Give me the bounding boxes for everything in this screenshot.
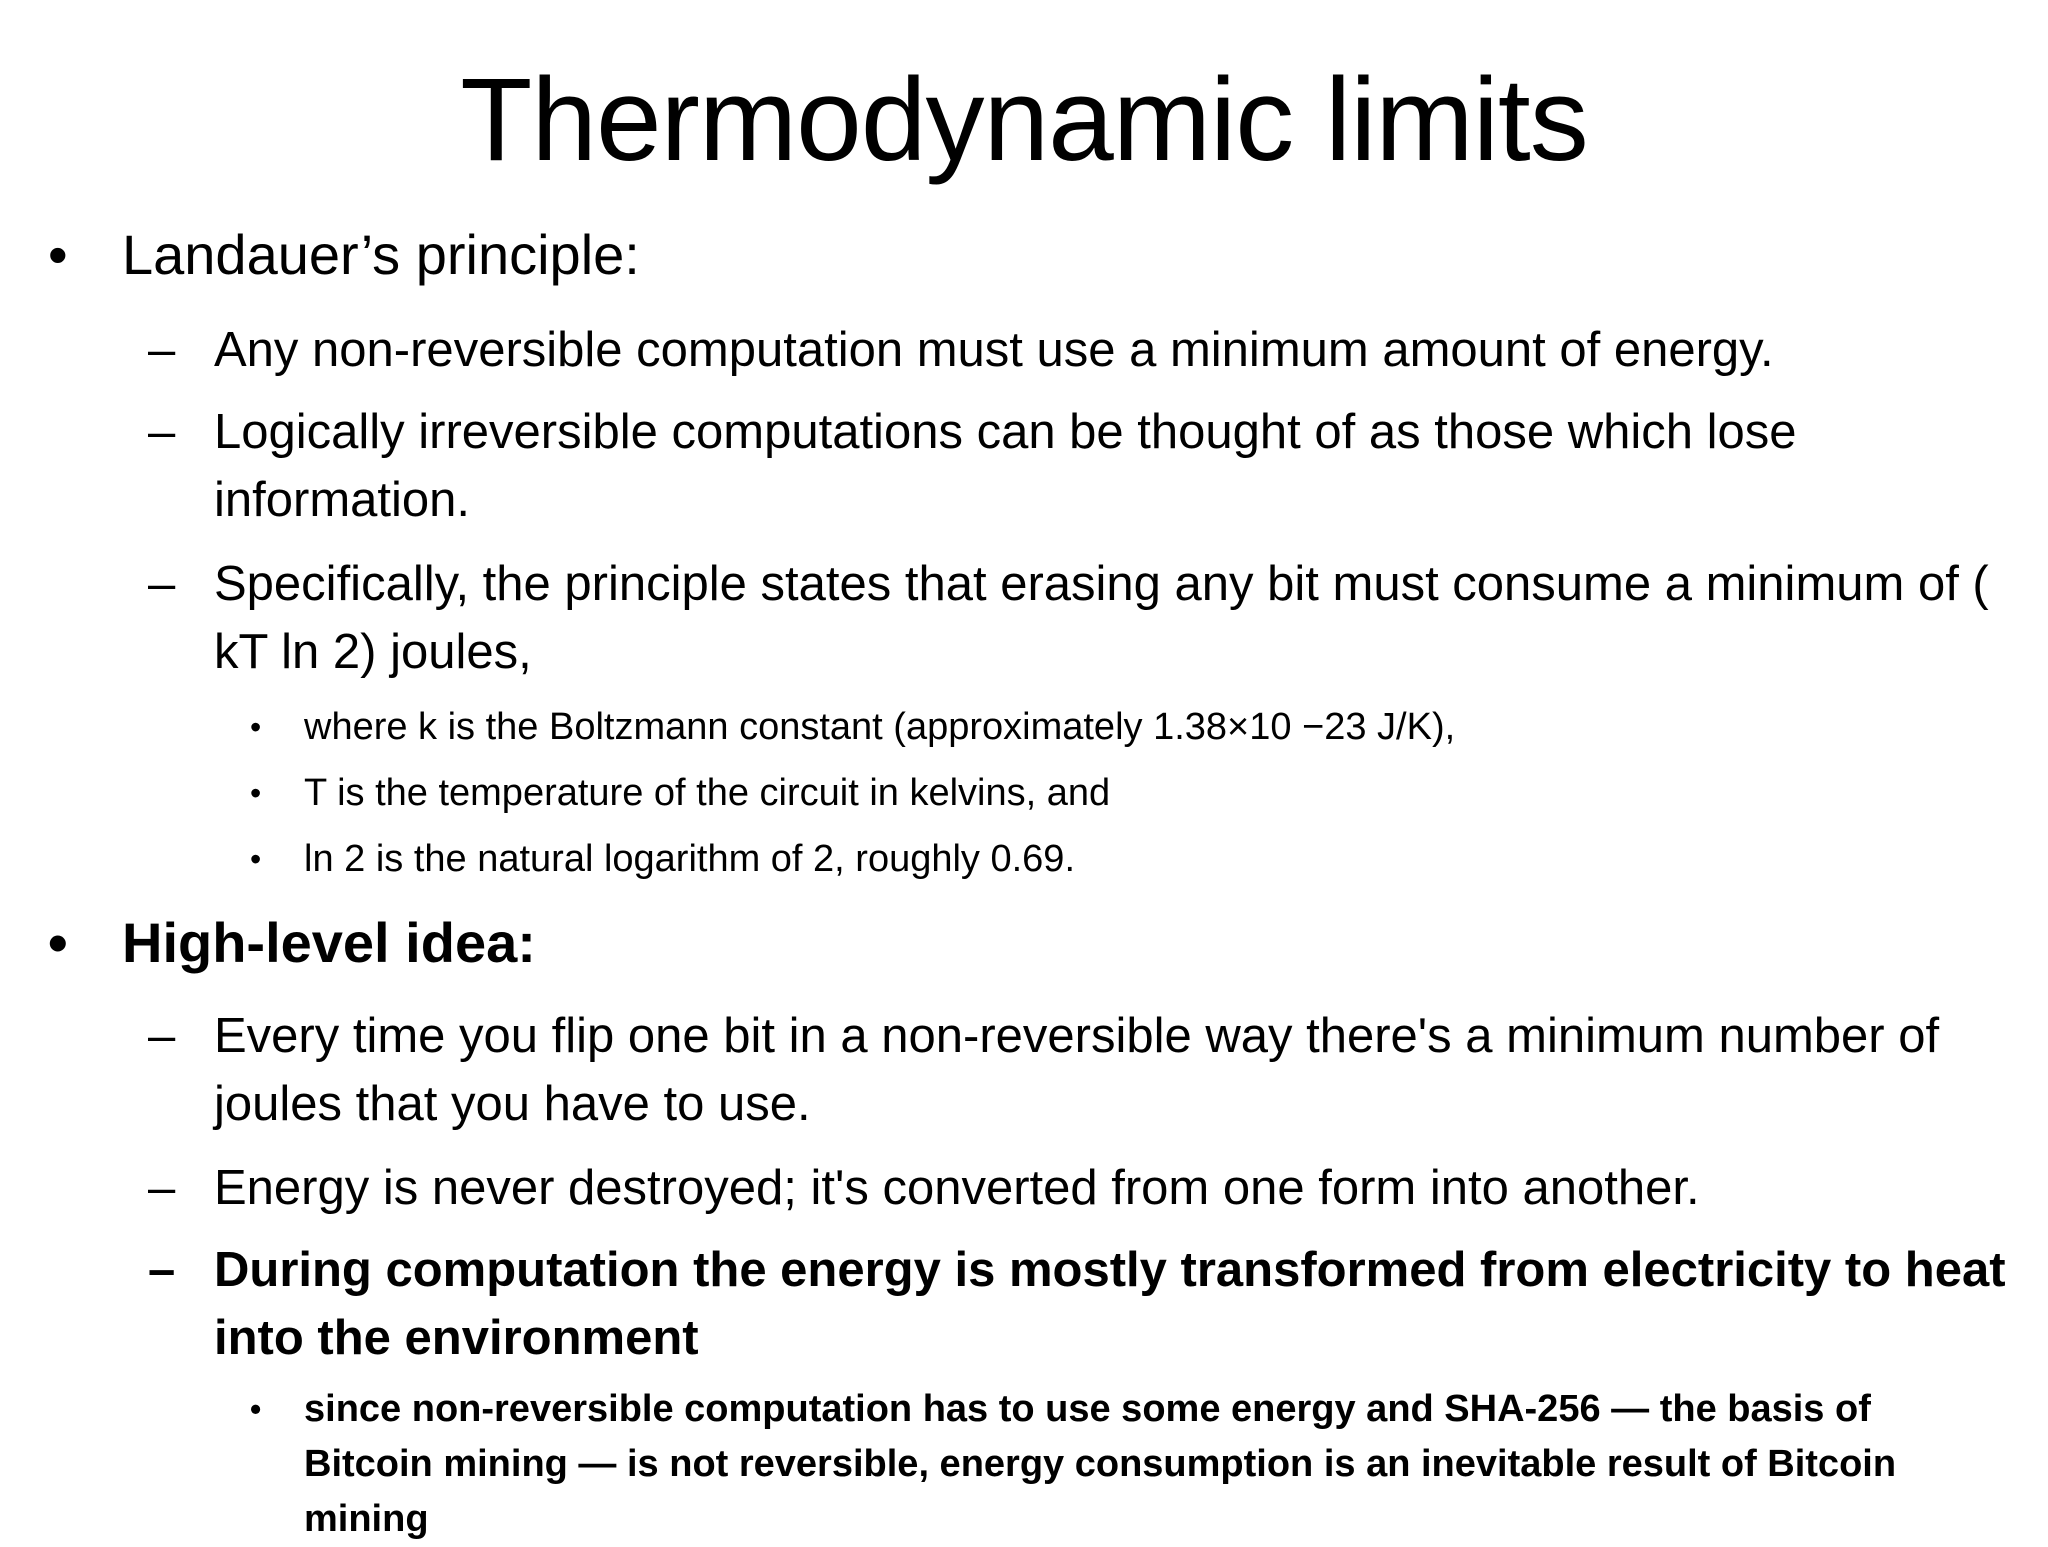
bullet-landauers-principle <box>40 222 2000 288</box>
bullet-glyph: • <box>48 911 68 974</box>
dash-glyph: – <box>148 1161 176 1215</box>
bullet-high-level-idea <box>40 910 2000 976</box>
sub-bullet-glyph: • <box>250 1391 262 1427</box>
sub-bullet-item <box>250 700 2010 755</box>
dash-glyph: – <box>148 557 176 611</box>
dash-item <box>148 398 2008 534</box>
section-heading: High-level idea: <box>122 911 536 974</box>
dash-glyph: – <box>148 1009 176 1063</box>
item-text: Logically irreversible computations can be thought of as those which lose information. <box>214 405 1797 527</box>
sub-bullet-item <box>250 832 2010 887</box>
dash-glyph: – <box>148 1243 176 1297</box>
sub-bullet-item-bold <box>250 1382 2010 1547</box>
sub-item-text: since non-reversible computation has to use some energy and SHA-256 — the basis of Bitcoin mining — is not reversible, energy consumption is an inevitable result of Bitcoin mining <box>304 1388 1897 1540</box>
dash-item <box>148 550 2008 686</box>
dash-glyph: – <box>148 323 176 377</box>
sub-bullet-item <box>250 766 2010 821</box>
item-text: Every time you flip one bit in a non-reversible way there's a minimum number of joules that you have to use. <box>214 1009 1940 1131</box>
sub-item-text: where k is the Boltzmann constant (approximately 1.38×10 −23 J/K), <box>304 706 1456 748</box>
sub-item-text: T is the temperature of the circuit in kelvins, and <box>304 772 1111 814</box>
item-text: Any non-reversible computation must use a minimum amount of energy. <box>214 323 1774 377</box>
bullet-glyph: • <box>48 223 68 286</box>
dash-item <box>148 1154 2008 1222</box>
sub-bullet-glyph: • <box>250 709 262 745</box>
dash-item <box>148 1002 2008 1138</box>
item-text: Energy is never destroyed; it's converted from one form into another. <box>214 1161 1700 1215</box>
item-text: During computation the energy is mostly transformed from electricity to heat into the environment <box>214 1243 2006 1365</box>
sub-bullet-glyph: • <box>250 841 262 877</box>
item-text: Specifically, the principle states that erasing any bit must consume a minimum of ( kT ln 2) joules, <box>214 557 1989 679</box>
sub-item-text: ln 2 is the natural logarithm of 2, roughly 0.69. <box>304 838 1076 880</box>
sub-bullet-glyph: • <box>250 775 262 811</box>
slide-title: Thermodynamic limits <box>460 54 1588 186</box>
dash-item <box>148 316 2008 384</box>
dash-glyph: – <box>148 405 176 459</box>
dash-item-bold <box>148 1236 2008 1372</box>
section-heading: Landauer’s principle: <box>122 223 640 286</box>
